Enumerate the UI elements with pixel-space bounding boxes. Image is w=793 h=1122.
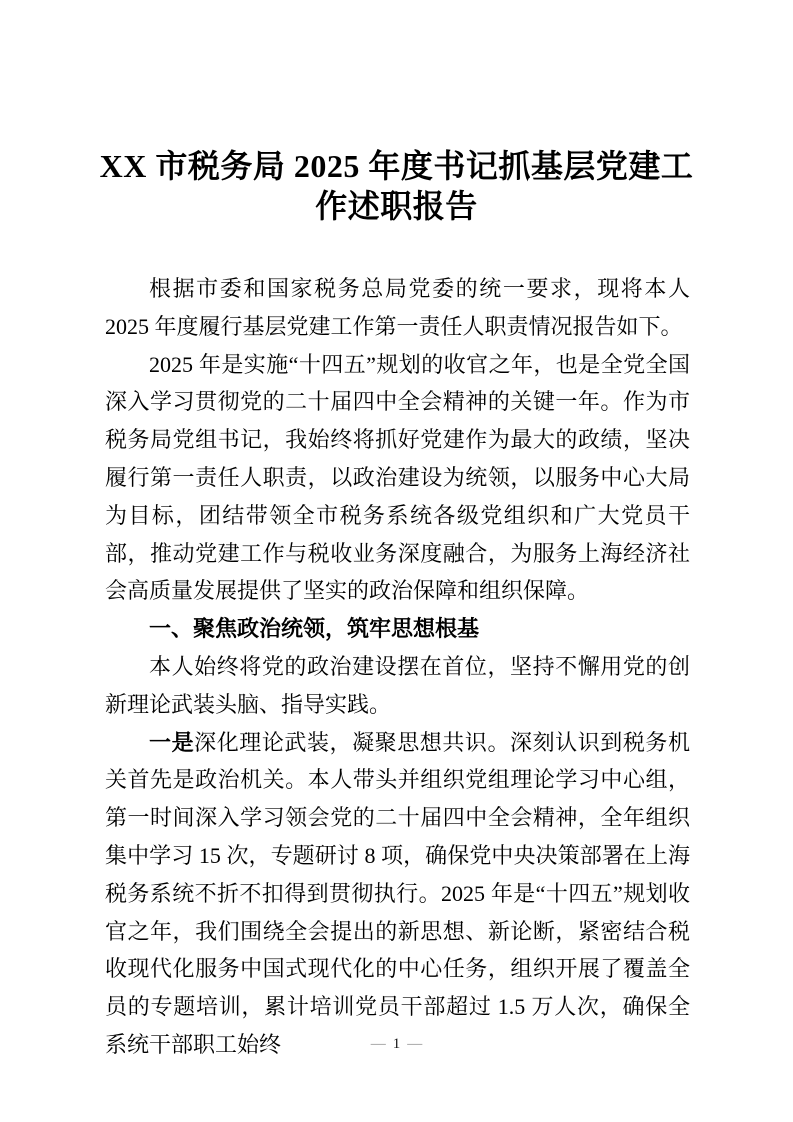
paragraph-point1 bbox=[105, 724, 690, 1064]
paragraph-point1-lead: 一是 bbox=[149, 729, 195, 755]
paragraph-point1-text: 深化理论武装，凝聚思想共识。深刻认识到税务机关首先是政治机关。本人带头并组织党组理论学习中心组，第一时间深入学习领会党的二十届四中全会精神，全年组织集中学习 15 次，专题研讨 8 项，确保党中央决策部署在上海税务系统不折不扣得到贯彻执行。2025 年是“十四五”规划收官之年，我们围绕全会提出的新思想、新论断，紧密结合税收现代化服务中国式现代化的中心任务，组织开展了覆盖全员的专题培训，累计培训党员干部超过 1.5 万人次，确保全系统干部职工始终 bbox=[105, 729, 690, 1057]
page-number: 1 bbox=[392, 1036, 401, 1052]
paragraph-overview: 2025 年是实施“十四五”规划的收官之年，也是全党全国深入学习贯彻党的二十届四中全会精神的关键一年。作为市税务局党组书记，我始终将抓好党建作为最大的政绩，坚决履行第一责任人职责，以政治建设为统领，以服务中心大局为目标，团结带领全市税务系统各级党组织和广大党员干部，推动党建工作与税收业务深度融合，为服务上海经济社会高质量发展提供了坚实的政治保障和组织保障。 bbox=[105, 351, 690, 604]
document-title-line1: XX 市税务局 2025 年度书记抓基层党建工 bbox=[99, 148, 694, 184]
paragraph-section1-intro: 本人始终将党的政治建设摆在首位，坚持不懈用党的创新理论武装头脑、指导实践。 bbox=[105, 653, 690, 717]
document-title bbox=[0, 0, 793, 226]
page-footer bbox=[0, 1034, 793, 1054]
document-title-line2: 作述职报告 bbox=[315, 188, 478, 224]
section-heading-1: 一、聚焦政治统领，筑牢思想根基 bbox=[149, 616, 480, 642]
paragraph-intro: 根据市委和国家税务总局党委的统一要求，现将本人 2025 年度履行基层党建工作第一责任人职责情况报告如下。 bbox=[105, 276, 690, 339]
footer-dash-right: — bbox=[407, 1036, 423, 1052]
document-body bbox=[105, 270, 690, 1064]
footer-dash-left: — bbox=[370, 1036, 386, 1052]
